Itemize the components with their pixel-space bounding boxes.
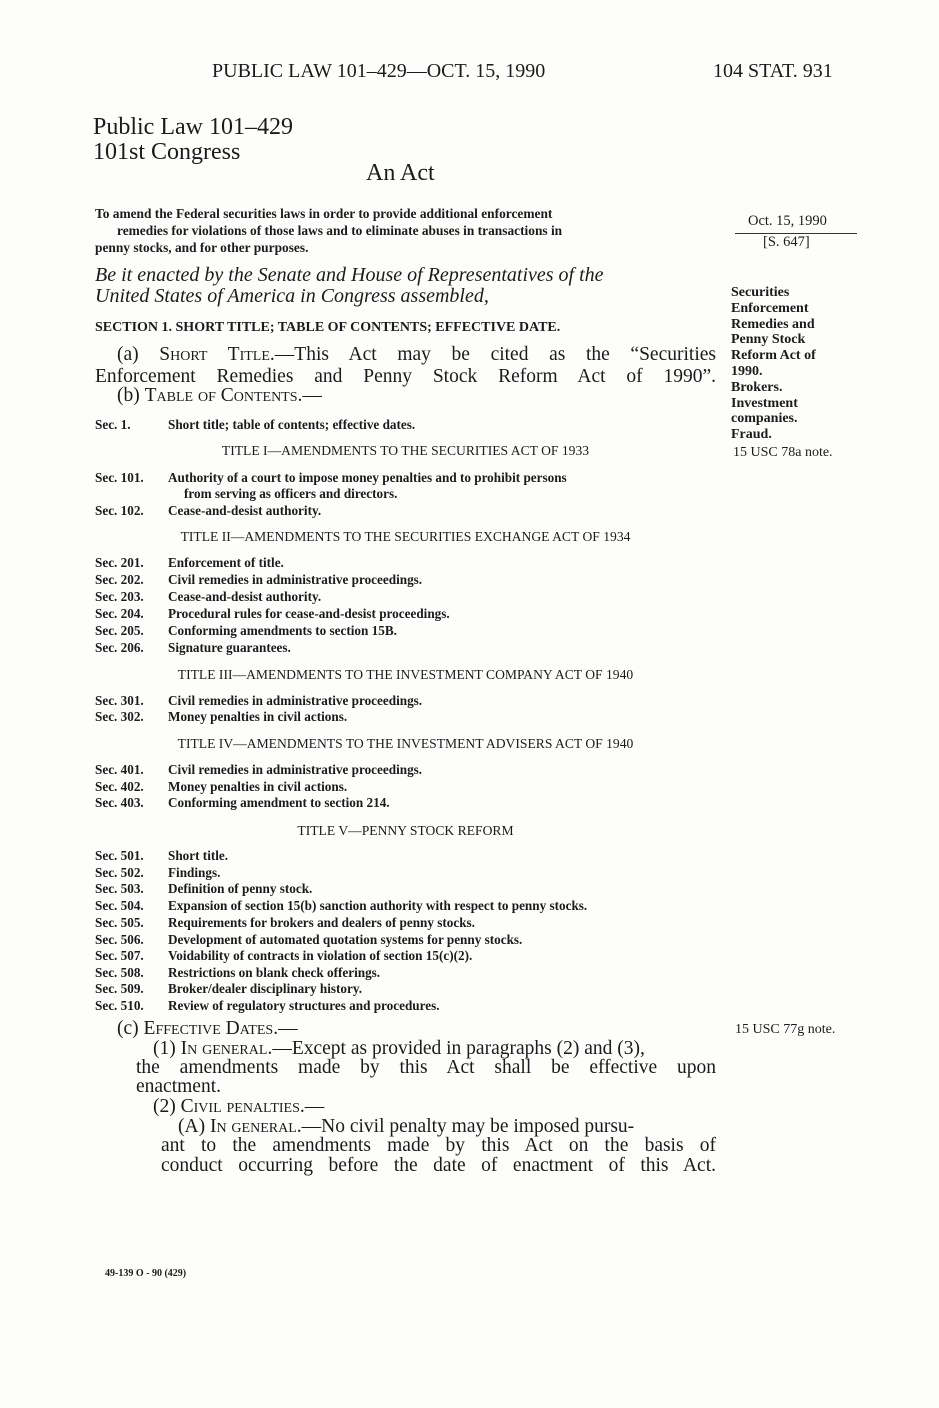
toc-entry bbox=[95, 572, 716, 588]
toc-section-number: Sec. 401. bbox=[95, 762, 144, 777]
toc-intro bbox=[117, 385, 738, 407]
toc-section-number: Sec. 402. bbox=[95, 779, 144, 794]
toc-section-title: Short title; table of contents; effective dates. bbox=[168, 417, 416, 432]
toc-section-number: Sec. 201. bbox=[95, 555, 144, 570]
toc-entry bbox=[95, 709, 716, 725]
toc-section-number: Sec. 505. bbox=[95, 915, 144, 930]
toc-title-heading: TITLE II—AMENDMENTS TO THE SECURITIES EXCHANGE ACT OF 1934 bbox=[180, 529, 631, 544]
section-heading: SECTION 1. SHORT TITLE; TABLE OF CONTENTS; EFFECTIVE DATE. bbox=[95, 320, 561, 335]
toc-section-title-cont: from serving as officers and directors. bbox=[184, 486, 398, 501]
toc-section-title: Development of automated quotation systems for penny stocks. bbox=[168, 932, 523, 947]
toc-section-number: Sec. 205. bbox=[95, 623, 144, 638]
para-text: the amendments made by this Act shall be effective upon bbox=[136, 1057, 716, 1078]
toc-title-heading: TITLE I—AMENDMENTS TO THE SECURITIES ACT OF 1933 bbox=[221, 443, 590, 458]
toc-section-title: Expansion of section 15(b) sanction authority with respect to penny stocks. bbox=[168, 898, 588, 913]
toc-section-number: Sec. 301. bbox=[95, 693, 144, 708]
civil-penalties bbox=[153, 1096, 774, 1118]
sidenote-line: Brokers. bbox=[731, 379, 783, 395]
toc-section-number: Sec. 1. bbox=[95, 417, 131, 432]
toc-section-number: Sec. 509. bbox=[95, 981, 144, 996]
para-label: (2) bbox=[153, 1096, 181, 1117]
enacting-clause: Be it enacted by the Senate and House of Representatives of the bbox=[95, 264, 604, 286]
para-text: ant to the amendments made by this Act on the basis of bbox=[161, 1135, 716, 1156]
toc-section-title: Findings. bbox=[168, 865, 221, 880]
toc-entry bbox=[95, 762, 716, 778]
enacting-clause: United States of America in Congress assembled, bbox=[95, 285, 489, 307]
toc-entry bbox=[95, 915, 716, 931]
para-text: enactment. bbox=[136, 1076, 221, 1097]
sidenote-line: Fraud. bbox=[731, 427, 772, 443]
para-label: (A) bbox=[178, 1116, 210, 1137]
toc-entry bbox=[95, 848, 716, 864]
toc-entry bbox=[95, 881, 716, 897]
toc-section-title: Conforming amendments to section 15B. bbox=[168, 623, 397, 638]
usc-citation: 15 USC 77g note. bbox=[735, 1022, 836, 1037]
toc-entry bbox=[95, 981, 716, 997]
toc-entry bbox=[95, 779, 716, 795]
sidenote-line: Reform Act of bbox=[731, 348, 816, 364]
short-title-para bbox=[95, 344, 716, 366]
congress: 101st Congress bbox=[93, 139, 241, 165]
sidenote-line: Securities bbox=[731, 285, 790, 300]
toc-section-number: Sec. 206. bbox=[95, 640, 144, 655]
print-code: 49-139 O - 90 (429) bbox=[105, 1268, 187, 1279]
toc-section-number: Sec. 501. bbox=[95, 848, 144, 863]
para-text: .— bbox=[299, 1096, 325, 1117]
toc-section-number: Sec. 507. bbox=[95, 948, 144, 963]
toc-entry bbox=[95, 795, 716, 811]
law-number: Public Law 101–429 bbox=[93, 114, 293, 140]
toc-section-number: Sec. 510. bbox=[95, 998, 144, 1013]
toc-entry bbox=[95, 470, 716, 501]
toc-section-number: Sec. 203. bbox=[95, 589, 144, 604]
toc-section-number: Sec. 502. bbox=[95, 865, 144, 880]
toc-section-number: Sec. 204. bbox=[95, 606, 144, 621]
toc-section-number: Sec. 503. bbox=[95, 881, 144, 896]
toc-section-title: Money penalties in civil actions. bbox=[168, 779, 348, 794]
para-text: .—No civil penalty may be imposed pursu- bbox=[296, 1116, 635, 1137]
toc-section-number: Sec. 102. bbox=[95, 503, 144, 518]
toc-section-title: Restrictions on blank check offerings. bbox=[168, 965, 381, 980]
toc-entry bbox=[95, 998, 716, 1014]
toc-entry bbox=[95, 898, 716, 914]
sidenote-keywords bbox=[731, 285, 816, 443]
toc-section-number: Sec. 101. bbox=[95, 470, 144, 485]
para-text: .—Except as provided in paragraphs (2) and (3), bbox=[267, 1038, 645, 1059]
toc-section-title: Signature guarantees. bbox=[168, 640, 291, 655]
para-text: .— bbox=[273, 1018, 298, 1039]
toc-entry bbox=[95, 417, 716, 433]
caption: Civil penalties bbox=[180, 1096, 300, 1117]
running-title: PUBLIC LAW 101–429—OCT. 15, 1990 bbox=[212, 60, 546, 82]
toc-entry bbox=[95, 606, 716, 622]
toc-section-title: Civil remedies in administrative proceedings. bbox=[168, 572, 423, 587]
toc-section-title: Requirements for brokers and dealers of penny stocks. bbox=[168, 915, 475, 930]
toc-section-title: Definition of penny stock. bbox=[168, 881, 313, 896]
toc-section-title: Conforming amendment to section 214. bbox=[168, 795, 390, 810]
toc-section-title: Money penalties in civil actions. bbox=[168, 709, 348, 724]
caption: Effective Dates bbox=[143, 1018, 274, 1039]
sidenote-line: 1990. bbox=[731, 363, 763, 379]
caption: In general bbox=[180, 1038, 268, 1059]
sidenote-line: Remedies and bbox=[731, 316, 815, 332]
toc-entry bbox=[95, 693, 716, 709]
usc-citation: 15 USC 78a note. bbox=[733, 445, 833, 460]
toc-section-title: Broker/dealer disciplinary history. bbox=[168, 981, 363, 996]
toc-entry bbox=[95, 640, 716, 656]
short-title-para-cont: Enforcement Remedies and Penny Stock Reform Act of 1990”. bbox=[95, 366, 716, 387]
caption: Short Title bbox=[159, 344, 270, 365]
toc-title-heading: TITLE III—AMENDMENTS TO THE INVESTMENT COMPANY ACT OF 1940 bbox=[177, 667, 634, 682]
toc-title-heading: TITLE IV—AMENDMENTS TO THE INVESTMENT ADVISERS ACT OF 1940 bbox=[177, 736, 634, 751]
toc-entry bbox=[95, 965, 716, 981]
toc-section-number: Sec. 504. bbox=[95, 898, 144, 913]
toc-section-title: Authority of a court to impose money penalties and to prohibit persons bbox=[168, 470, 567, 485]
purpose-line: penny stocks, and for other purposes. bbox=[95, 240, 309, 255]
toc-section-number: Sec. 302. bbox=[95, 709, 144, 724]
toc-section-number: Sec. 508. bbox=[95, 965, 144, 980]
toc-section-title: Review of regulatory structures and procedures. bbox=[168, 998, 440, 1013]
toc-section-number: Sec. 506. bbox=[95, 932, 144, 947]
toc-section-title: Cease-and-desist authority. bbox=[168, 589, 322, 604]
caption: Table of Contents bbox=[144, 385, 298, 406]
bill-number: [S. 647] bbox=[763, 234, 810, 250]
toc-entry bbox=[95, 948, 716, 964]
toc-section-number: Sec. 403. bbox=[95, 795, 144, 810]
para-label: (a) bbox=[117, 344, 160, 365]
toc-section-number: Sec. 202. bbox=[95, 572, 144, 587]
para-text: .—This Act may be cited as the “Securities bbox=[269, 344, 716, 365]
act-title: An Act bbox=[366, 160, 435, 186]
toc-entry bbox=[95, 555, 716, 571]
caption: In general bbox=[209, 1116, 297, 1137]
toc-section-title: Civil remedies in administrative proceedings. bbox=[168, 693, 423, 708]
toc-entry bbox=[95, 589, 716, 605]
sidenote-line: Enforcement bbox=[731, 300, 809, 316]
para-text: conduct occurring before the date of enactment of this Act. bbox=[161, 1155, 716, 1176]
para-text: .— bbox=[297, 385, 322, 406]
page-number: 104 STAT. 931 bbox=[713, 60, 833, 82]
effective-dates bbox=[117, 1018, 738, 1040]
purpose-line: To amend the Federal securities laws in order to provide additional enforcement bbox=[95, 206, 553, 221]
toc-entry bbox=[95, 932, 716, 948]
para-label: (b) bbox=[117, 385, 145, 406]
toc-title-heading: TITLE V—PENNY STOCK REFORM bbox=[297, 823, 514, 838]
para-label: (c) bbox=[117, 1018, 144, 1039]
toc-entry bbox=[95, 623, 716, 639]
purpose-line: remedies for violations of those laws and to eliminate abuses in transactions in bbox=[117, 223, 563, 238]
sidenote-line: Penny Stock bbox=[731, 332, 806, 348]
toc-section-title: Enforcement of title. bbox=[168, 555, 284, 570]
toc-section-title: Voidability of contracts in violation of section 15(c)(2). bbox=[168, 948, 473, 963]
sidenote-line: companies. bbox=[731, 411, 798, 427]
toc-section-title: Short title. bbox=[168, 848, 229, 863]
toc-section-title: Procedural rules for cease-and-desist proceedings. bbox=[168, 606, 450, 621]
enactment-date: Oct. 15, 1990 bbox=[748, 213, 827, 229]
toc-entry bbox=[95, 865, 716, 881]
sidenote-line: Investment bbox=[731, 395, 798, 411]
toc-entry bbox=[95, 503, 716, 519]
para-label: (1) bbox=[153, 1038, 181, 1059]
toc-section-title: Civil remedies in administrative proceedings. bbox=[168, 762, 423, 777]
toc-section-title: Cease-and-desist authority. bbox=[168, 503, 322, 518]
